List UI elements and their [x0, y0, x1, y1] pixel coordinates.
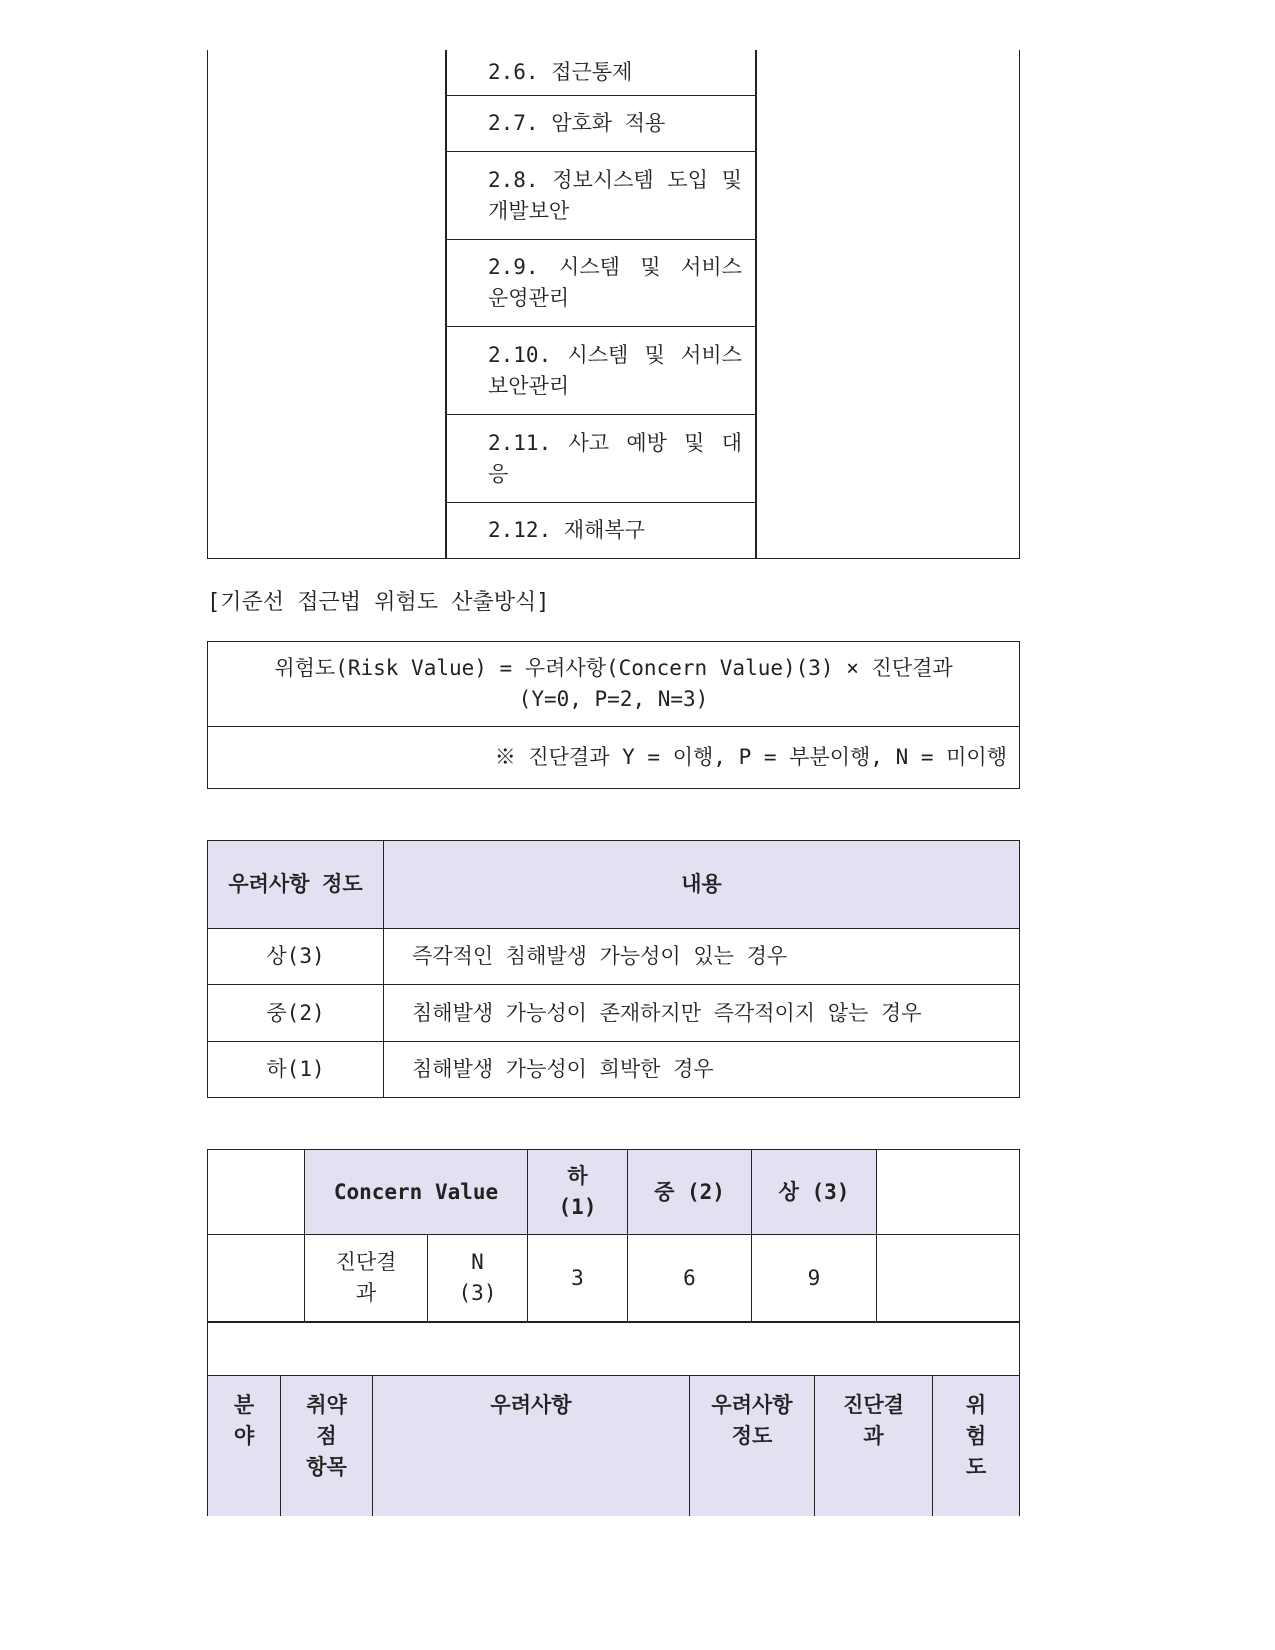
concern-value-header: Concern Value — [304, 1149, 528, 1235]
formula-text: 위험도(Risk Value) = 우려사항(Concern Value)(3) × 진단결과 (Y=0, P=2, N=3) — [274, 656, 953, 711]
matrix-empty-cell — [207, 1234, 305, 1322]
field-header: 분야 — [207, 1375, 281, 1516]
concern-level-cell: 하(1) — [207, 1041, 384, 1098]
risk-header: 위험도 — [932, 1375, 1020, 1516]
matrix-empty-cell — [207, 1149, 305, 1235]
matrix-empty-cell — [876, 1149, 1020, 1235]
concern-desc-cell: 침해발생 가능성이 희박한 경우 — [383, 1041, 1020, 1098]
level-mid-header: 중 (2) — [627, 1149, 752, 1235]
control-table-left-cell — [207, 50, 447, 559]
formula-note-cell — [207, 726, 1020, 789]
risk-value-cell: 9 — [751, 1234, 877, 1322]
control-item: 2.9. 시스템 및 서비스 운영관리 — [445, 239, 757, 327]
concern-level-cell: 상(3) — [207, 928, 384, 985]
concern-header: 우려사항 — [372, 1375, 690, 1516]
formula-note: ※ 진단결과 Y = 이행, P = 부분이행, N = 미이행 — [494, 745, 1007, 769]
formula-cell — [207, 641, 1020, 727]
control-item: 2.10. 시스템 및 서비스 보안관리 — [445, 326, 757, 415]
control-item: 2.11. 사고 예방 및 대응 — [445, 414, 757, 503]
concern-level-cell: 중(2) — [207, 984, 384, 1042]
result-value-cell: N (3) — [427, 1234, 528, 1322]
result-header: 진단결과 — [814, 1375, 933, 1516]
concern-level-header: 우려사항 정도 — [207, 840, 384, 929]
level-low-header: 하 (1) — [527, 1149, 628, 1235]
control-item: 2.12. 재해복구 — [445, 502, 757, 559]
risk-value-cell: 6 — [627, 1234, 752, 1322]
vulnerability-item-header: 취약점 항목 — [280, 1375, 373, 1516]
matrix-empty-cell — [876, 1234, 1020, 1322]
level-high-header: 상 (3) — [751, 1149, 877, 1235]
control-table-right-cell — [755, 50, 1020, 559]
spacer-row — [207, 1321, 1020, 1377]
content-header: 내용 — [383, 840, 1020, 929]
risk-value-cell: 3 — [527, 1234, 628, 1322]
result-label-cell: 진단결과 — [304, 1234, 428, 1322]
section-caption: [기준선 접근법 위험도 산출방식] — [207, 590, 550, 615]
concern-desc-cell: 즉각적인 침해발생 가능성이 있는 경우 — [383, 928, 1020, 985]
concern-desc-cell: 침해발생 가능성이 존재하지만 즉각적이지 않는 경우 — [383, 984, 1020, 1042]
control-item: 2.7. 암호화 적용 — [445, 95, 757, 152]
control-item: 2.8. 정보시스템 도입 및 개발보안 — [445, 151, 757, 240]
control-item: 2.6. 접근통제 — [445, 50, 757, 96]
concern-level-header: 우려사항 정도 — [689, 1375, 815, 1516]
